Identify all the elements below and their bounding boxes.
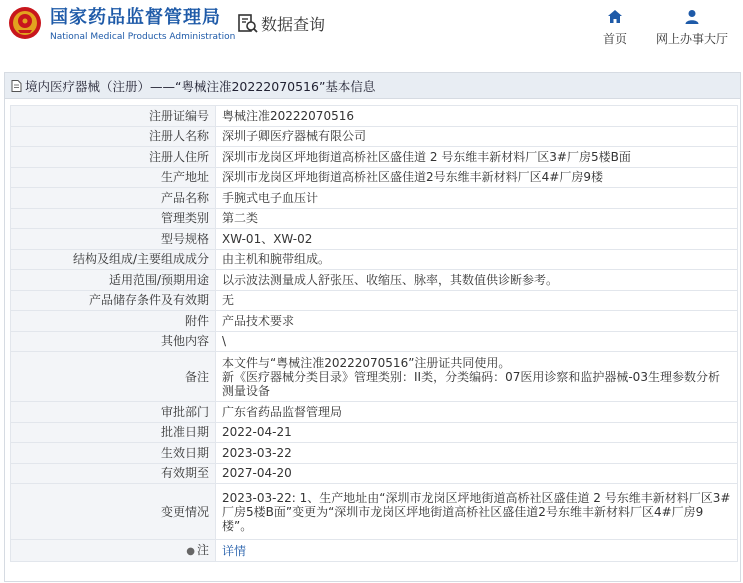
row-value: 粤械注准20222070516 <box>216 106 738 127</box>
table-row <box>11 167 738 188</box>
row-value: XW-01、XW-02 <box>216 229 738 250</box>
brand-name-en: National Medical Products Administration <box>50 32 236 42</box>
table-row <box>11 422 738 443</box>
home-icon <box>606 8 624 26</box>
row-label: 结构及组成/主要组成成分 <box>11 249 216 270</box>
row-label: 批准日期 <box>11 422 216 443</box>
row-value: 以示波法测量成人舒张压、收缩压、脉率，其数值供诊断参考。 <box>216 270 738 291</box>
bulb-icon: ● <box>186 545 195 557</box>
row-value: 广东省药品监督管理局 <box>216 402 738 423</box>
row-label: 产品储存条件及有效期 <box>11 290 216 311</box>
table-row <box>11 208 738 229</box>
brand-name-cn: 国家药品监督管理局 <box>50 7 221 28</box>
table-row <box>11 402 738 423</box>
note-label: 注 <box>196 542 209 557</box>
row-value: 深圳市龙岗区坪地街道高桥社区盛佳道 2 号东维丰新材料厂区3#厂房5楼B面 <box>216 147 738 168</box>
row-label: 生产地址 <box>11 167 216 188</box>
user-icon <box>683 8 701 26</box>
site-header <box>0 0 743 60</box>
row-value: 2027-04-20 <box>216 463 738 484</box>
data-query-link[interactable] <box>237 12 325 35</box>
row-value: 产品技术要求 <box>216 311 738 332</box>
detail-link[interactable]: 详情 <box>222 543 247 558</box>
brand-block[interactable] <box>50 7 235 43</box>
row-value: 深圳子卿医疗器械有限公司 <box>216 126 738 147</box>
nav-online-hall-label: 网上办事大厅 <box>655 32 728 46</box>
remark-line: 本文件与“粤械注准20222070516”注册证共同使用。 <box>222 355 511 370</box>
row-value: 2022-04-21 <box>216 422 738 443</box>
row-label: 变更情况 <box>11 484 216 540</box>
table-row <box>11 126 738 147</box>
row-label: 管理类别 <box>11 208 216 229</box>
row-value: 2023-03-22 <box>216 443 738 464</box>
nav-online-hall[interactable] <box>652 8 732 47</box>
row-label: 审批部门 <box>11 402 216 423</box>
row-label: 注册人住所 <box>11 147 216 168</box>
table-row <box>11 249 738 270</box>
row-label: 注册人名称 <box>11 126 216 147</box>
table-row <box>11 463 738 484</box>
nav-home[interactable] <box>600 8 630 47</box>
row-value: 2023-03-22: 1、生产地址由“深圳市龙岗区坪地街道高桥社区盛佳道 2 号东维丰新材料厂区3#厂房5楼B面”变更为“深圳市龙岗区坪地街道高桥社区盛佳道2号东维丰新材料厂区4#厂房9楼”。 <box>216 484 738 540</box>
row-label: 适用范围/预期用途 <box>11 270 216 291</box>
nav-home-label: 首页 <box>602 32 627 46</box>
row-label: 注册证编号 <box>11 106 216 127</box>
panel-title-bar <box>5 73 740 99</box>
note-row <box>11 540 738 562</box>
national-emblem-logo <box>8 6 42 40</box>
note-value-cell <box>216 540 738 562</box>
table-row <box>11 290 738 311</box>
row-value: 深圳市龙岗区坪地街道高桥社区盛佳道2号东维丰新材料厂区4#厂房9楼 <box>216 167 738 188</box>
document-icon <box>11 80 22 92</box>
panel-title: 境内医疗器械（注册）——“粤械注准20222070516”基本信息 <box>25 78 376 94</box>
table-row <box>11 484 738 540</box>
row-label: 型号规格 <box>11 229 216 250</box>
table-row <box>11 270 738 291</box>
remark-line: 新《医疗器械分类目录》管理类别：II类，分类编码：07医用诊察和监护器械-03生理参数分析测量设备 <box>222 369 720 398</box>
table-row <box>11 229 738 250</box>
row-label: 产品名称 <box>11 188 216 209</box>
table-row <box>11 331 738 352</box>
note-label-cell <box>11 540 216 562</box>
data-query-label: 数据查询 <box>261 15 326 34</box>
row-value: 无 <box>216 290 738 311</box>
table-row <box>11 106 738 127</box>
table-row <box>11 443 738 464</box>
row-value: 由主机和腕带组成。 <box>216 249 738 270</box>
table-row <box>11 188 738 209</box>
row-label: 附件 <box>11 311 216 332</box>
row-value: 第二类 <box>216 208 738 229</box>
row-value <box>216 352 738 402</box>
row-label: 有效期至 <box>11 463 216 484</box>
row-label: 生效日期 <box>11 443 216 464</box>
device-info-table <box>10 105 738 562</box>
row-value: 手腕式电子血压计 <box>216 188 738 209</box>
row-label: 备注 <box>11 352 216 402</box>
search-document-icon <box>237 13 259 35</box>
row-value: \ <box>216 331 738 352</box>
table-row <box>11 352 738 402</box>
row-label: 其他内容 <box>11 331 216 352</box>
detail-panel <box>4 72 741 582</box>
table-row <box>11 311 738 332</box>
table-row <box>11 147 738 168</box>
